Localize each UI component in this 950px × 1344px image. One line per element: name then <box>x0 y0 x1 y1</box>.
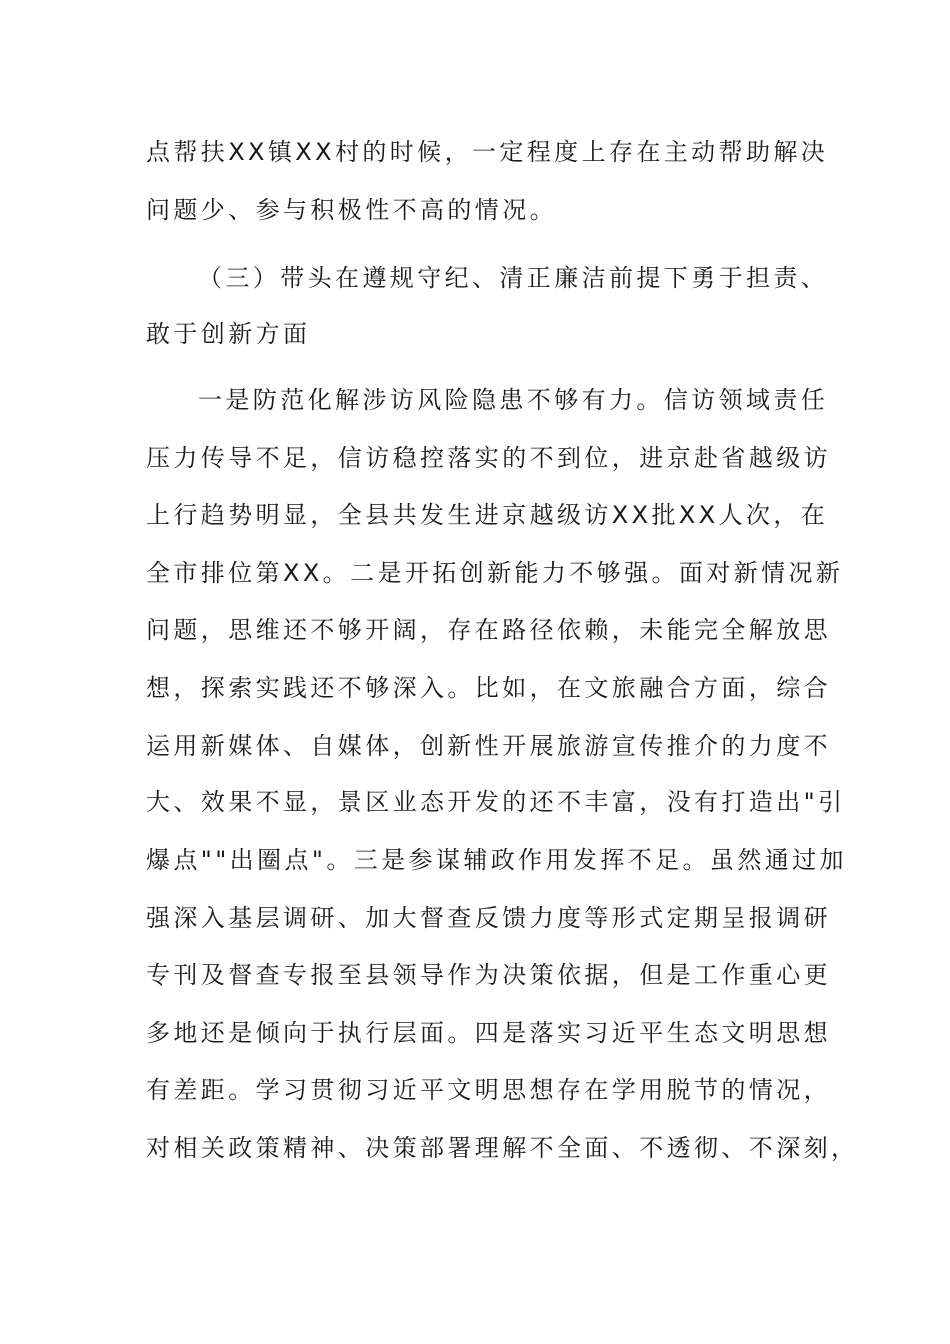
paragraph-line-2: 压力传导不足，信访稳控落实的不到位，进京赴省越级访 <box>146 444 831 472</box>
text-line-1: 点帮扶XX镇XX村的时候，一定程度上存在主动帮助解决 <box>146 138 829 166</box>
paragraph-line-14: 对相关政策精神、决策部署理解不全面、不透彻、不深刻， <box>146 1134 859 1162</box>
text-line-2: 问题少、参与积极性不高的情况。 <box>146 196 557 224</box>
paragraph-line-10: 强深入基层调研、加大督查反馈力度等形式定期呈报调研 <box>146 904 831 932</box>
paragraph-line-5: 问题，思维还不够开阔，存在路径依赖，未能完全解放思 <box>146 616 831 644</box>
paragraph-line-9: 爆点""出圈点"。三是参谋辅政作用发挥不足。虽然通过加 <box>146 846 847 874</box>
paragraph-line-13: 有差距。学习贯彻习近平文明思想存在学用脱节的情况， <box>146 1076 831 1104</box>
paragraph-line-11: 专刊及督查专报至县领导作为决策依据，但是工作重心更 <box>146 961 831 989</box>
section-heading-line-2: 敢于创新方面 <box>146 320 311 348</box>
paragraph-line-7: 运用新媒体、自媒体，创新性开展旅游宣传推介的力度不 <box>146 732 831 760</box>
paragraph-line-3: 上行趋势明显，全县共发生进京越级访XX批XX人次，在 <box>146 501 829 529</box>
paragraph-line-6: 想，探索实践还不够深入。比如，在文旅融合方面，综合 <box>146 674 831 702</box>
paragraph-line-12: 多地还是倾向于执行层面。四是落实习近平生态文明思想 <box>146 1019 831 1047</box>
section-heading-line-1: （三）带头在遵规守纪、清正廉洁前提下勇于担责、 <box>198 264 829 292</box>
paragraph-line-4: 全市排位第XX。二是开拓创新能力不够强。面对新情况新 <box>146 559 844 587</box>
paragraph-line-8: 大、效果不显，景区业态开发的还不丰富，没有打造出"引 <box>146 788 846 816</box>
paragraph-line-1: 一是防范化解涉访风险隐患不够有力。信访领域责任 <box>198 386 829 414</box>
